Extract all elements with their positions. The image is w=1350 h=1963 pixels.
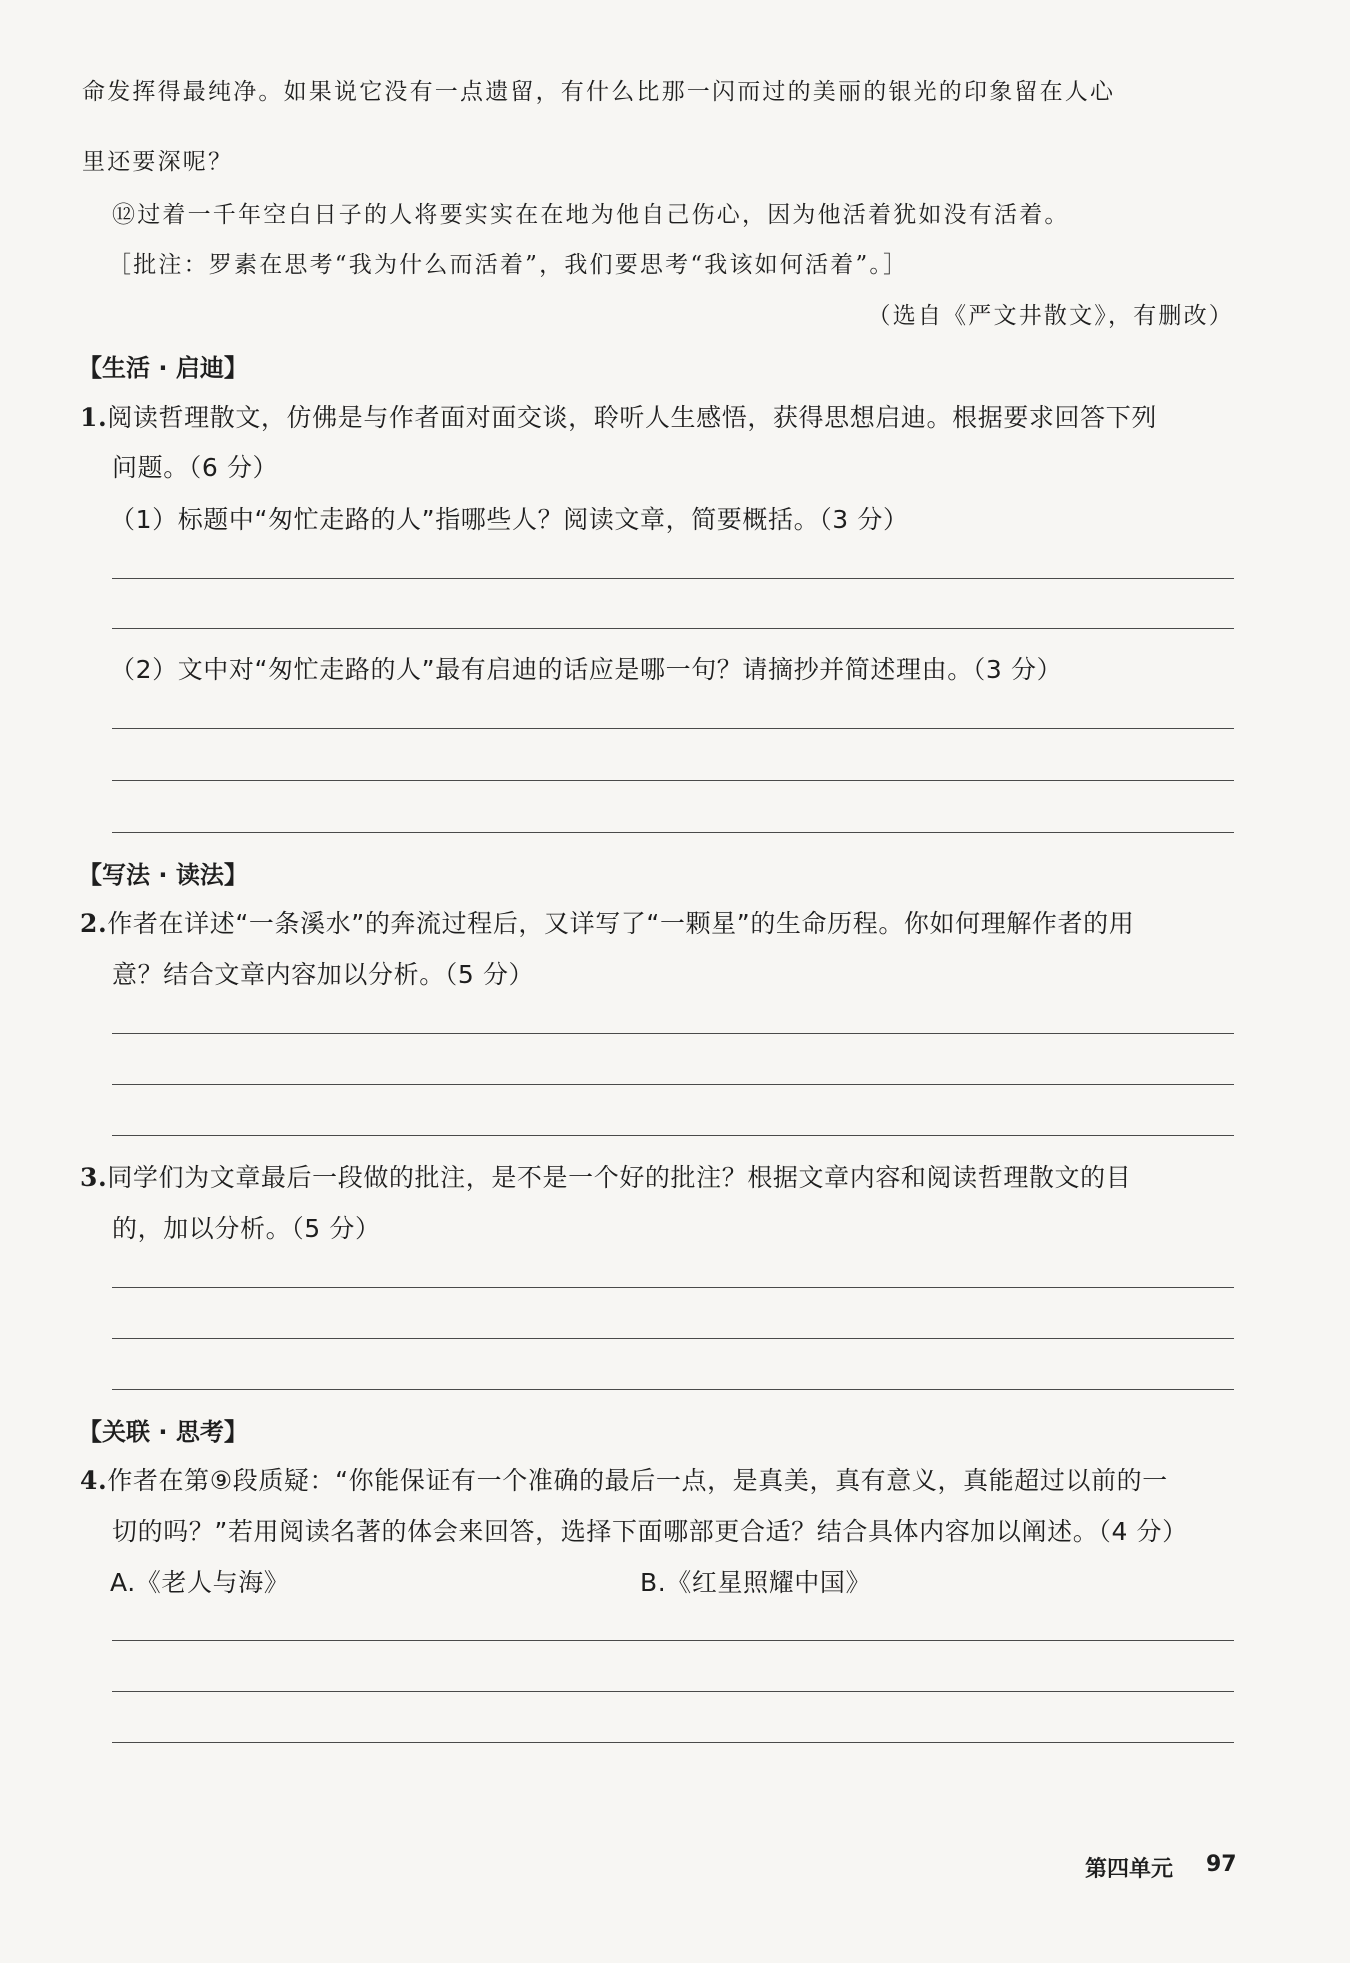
footer-unit-label: 第四单元 (1085, 1857, 1174, 1882)
answer-line[interactable] (112, 1389, 1234, 1390)
question-4-text-line-2: 切的吗？”若用阅读名著的体会来回答，选择下面哪部更合适？结合具体内容加以阐述。（4 分） (112, 1517, 1188, 1546)
question-3-text: 同学们为文章最后一段做的批注，是不是一个好的批注？根据文章内容和阅读哲理散文的目 (107, 1163, 1132, 1192)
answer-line[interactable] (112, 728, 1234, 729)
answer-line[interactable] (112, 628, 1234, 629)
answer-line[interactable] (112, 780, 1234, 781)
question-2-text-line-2: 意？结合文章内容加以分析。（5 分） (112, 960, 535, 989)
question-4 (80, 1461, 1168, 1497)
answer-line[interactable] (112, 1033, 1234, 1034)
answer-line[interactable] (112, 1084, 1234, 1085)
question-1-text-line-2: 问题。（6 分） (112, 453, 279, 482)
question-1 (80, 398, 1157, 434)
question-2-number: 2. (80, 909, 108, 938)
passage-paragraph-12: ⑫过着一千年空白日子的人将要实实在在地为他自己伤心，因为他活着犹如没有活着。 (112, 202, 1070, 228)
passage-source: （选自《严文井散文》，有删改） (867, 303, 1234, 329)
question-1-sub-1: （1）标题中“匆忙走路的人”指哪些人？阅读文章，简要概括。（3 分） (110, 505, 909, 534)
answer-line[interactable] (112, 1338, 1234, 1339)
answer-line[interactable] (112, 578, 1234, 579)
answer-line[interactable] (112, 1742, 1234, 1743)
answer-line[interactable] (112, 832, 1234, 833)
section-heading-writing-reading: 【写法 · 读法】 (78, 861, 248, 889)
question-3-number: 3. (80, 1163, 108, 1192)
question-4-number: 4. (80, 1466, 108, 1495)
question-2-text: 作者在详述“一条溪水”的奔流过程后，又详写了“一颗星”的生命历程。你如何理解作者的用 (107, 909, 1135, 938)
passage-line-1: 命发挥得最纯净。如果说它没有一点遗留，有什么比那一闪而过的美丽的银光的印象留在人心 (82, 79, 1116, 105)
answer-line[interactable] (112, 1691, 1234, 1692)
section-heading-connection-thinking: 【关联 · 思考】 (78, 1418, 248, 1446)
passage-annotation: ［批注：罗素在思考“我为什么而活着”，我们要思考“我该如何活着”。］ (108, 252, 909, 278)
question-1-number: 1. (80, 403, 108, 432)
answer-line[interactable] (112, 1287, 1234, 1288)
question-1-sub-2: （2）文中对“匆忙走路的人”最有启迪的话应是哪一句？请摘抄并简述理由。（3 分） (110, 655, 1063, 684)
question-1-text: 阅读哲理散文，仿佛是与作者面对面交谈，聆听人生感悟，获得思想启迪。根据要求回答下列 (107, 403, 1157, 432)
answer-line[interactable] (112, 1135, 1234, 1136)
answer-line[interactable] (112, 1640, 1234, 1641)
question-4-option-a: A.《老人与海》 (110, 1568, 290, 1597)
question-4-option-b: B.《红星照耀中国》 (640, 1568, 872, 1597)
section-heading-life-inspiration: 【生活 · 启迪】 (78, 354, 248, 382)
footer-page-number: 97 (1206, 1852, 1237, 1877)
question-2 (80, 904, 1134, 940)
question-3 (80, 1158, 1131, 1194)
question-4-text: 作者在第⑨段质疑：“你能保证有一个准确的最后一点，是真美，真有意义，真能超过以前的一 (107, 1466, 1168, 1495)
passage-line-2: 里还要深呢？ (82, 149, 234, 175)
question-3-text-line-2: 的，加以分析。（5 分） (112, 1214, 381, 1243)
